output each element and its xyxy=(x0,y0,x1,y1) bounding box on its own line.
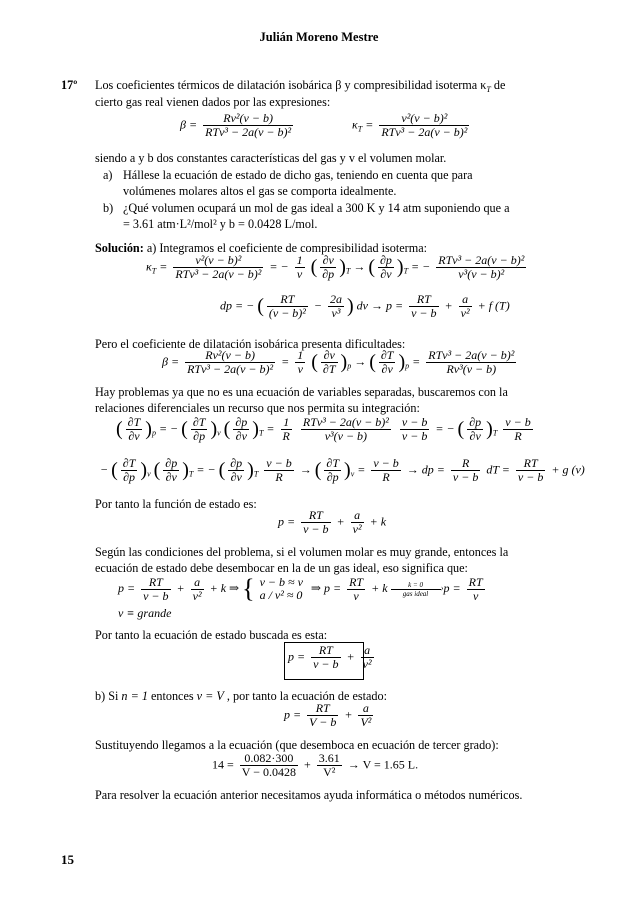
eq5-b-num: ∂p xyxy=(165,456,178,470)
eq6-lhs: p = xyxy=(278,514,296,529)
eq4-a xyxy=(126,416,143,443)
kappa-eq: = xyxy=(362,117,374,132)
eq2-frac1 xyxy=(267,293,308,320)
eq4-g-sub: T xyxy=(492,428,498,438)
beta-definition xyxy=(180,112,296,139)
eq9-lhs: p = xyxy=(284,707,302,722)
beta-fraction xyxy=(203,112,293,139)
eq5-a-num: ∂T xyxy=(122,456,136,470)
eq5-eq: = xyxy=(357,462,366,477)
equation-4: ( $\frac{\partial T}{\partial v}$ )$_p$ = − ( $\frac{\partial T}{\partial p}$ )$_v$ ( $\frac{\partial p}{\partial v}$ )$_T$ = $\frac{1}{R}$ $\frac{\text{RTv³ − 2a(v − b)²}}{\text{v³(v − b)}}$ $\frac{v - b}{v - b}$ = − ( $\frac{\partial p}{\partial v}$ )$_T$ $\frac{v - b}{R}$ xyxy=(116,415,531,443)
eq5-f-den: R xyxy=(382,470,390,484)
text-sustituyendo: Sustituyendo llegamos a la ecuación (que desemboca en ecuación de tercer grado): xyxy=(95,738,499,752)
eq3-f4-den: ∂v xyxy=(381,362,393,376)
eq2-f2-num: 2a xyxy=(330,292,342,306)
eq1-f5-den: v³(v − b)² xyxy=(458,267,505,281)
eq4-g xyxy=(467,416,483,443)
eq6-f1 xyxy=(301,509,330,536)
text-b-mid: entonces xyxy=(147,689,197,703)
eq3-f1-den: RTv³ − 2a(v − b)² xyxy=(187,362,274,376)
eq5-eqm: = − xyxy=(196,462,216,477)
kappa-fraction xyxy=(379,112,469,139)
eq2-f4-num: a xyxy=(459,293,472,307)
eq1-frac4 xyxy=(378,254,394,281)
eq7-cond-top: k = 0 xyxy=(408,580,423,589)
eq6-f2-num: a xyxy=(351,509,364,523)
eq4-d-num: 1 xyxy=(281,416,292,430)
part-a-line1: Hállese la ecuación de estado de dicho gas, teniendo en cuenta que para xyxy=(123,168,473,182)
part-b-label: b) xyxy=(103,201,114,215)
eq4-e-num: RTv³ − 2a(v − b)² xyxy=(302,415,389,429)
eq4-c-sub: T xyxy=(258,428,264,438)
beta-lhs: β = xyxy=(180,117,198,132)
eq4-b-den: ∂p xyxy=(193,429,206,443)
eq5-arrow: → xyxy=(299,462,312,477)
text-b-pre: b) Si xyxy=(95,689,122,703)
eq7-cases xyxy=(258,576,305,602)
eq5-d xyxy=(264,457,293,484)
text-b-post: , por tanto la ecuación de estado: xyxy=(223,689,387,703)
eq6-f2 xyxy=(351,509,364,536)
eq7-f2 xyxy=(191,576,204,603)
text-segun-line2: ecuación de estado debe desembocar en la de un gas ideal, eso significa que: xyxy=(95,561,468,575)
eq8-f2-den: v² xyxy=(362,657,372,671)
eq8-f1-num: RT xyxy=(311,644,340,658)
eq1-f4-num: ∂p xyxy=(379,253,392,267)
eq3-frac2 xyxy=(295,349,305,376)
eq10-f1-num: 0.082·300 xyxy=(240,752,298,766)
eq1-f2-den: v xyxy=(296,267,303,281)
eq3-eq2: = xyxy=(412,354,421,369)
eq8-lhs: p = xyxy=(288,649,306,664)
solution-intro: a) Integramos el coeficiente de compresibilidad isoterma: xyxy=(143,241,428,255)
eq5-f xyxy=(371,457,400,484)
eq9-f2-den: V² xyxy=(360,715,372,729)
kappa-subscript: T xyxy=(486,85,491,94)
eq7-f1-den: v − b xyxy=(143,588,169,603)
eq5-b-sub: T xyxy=(188,469,194,479)
eq6-f1-num: RT xyxy=(301,509,330,523)
eq10-f2 xyxy=(317,752,342,779)
eq7-condition-arrow xyxy=(391,580,444,598)
eq4-g-num: ∂p xyxy=(469,415,482,429)
eq3-f1-num: Rv²(v − b) xyxy=(185,349,275,363)
eq5-tail: + g (v) xyxy=(551,462,585,477)
eq2-plus: + xyxy=(444,298,453,313)
eq3-f3-den: ∂T xyxy=(322,362,336,376)
text-part-b xyxy=(95,689,387,703)
equation-5: − ( $\frac{\partial T}{\partial p}$ )$_v$ ( $\frac{\partial p}{\partial v}$ )$_T$ = − ( $\frac{\partial p}{\partial v}$ )$_T$ $\frac{v - b}{R}$ → ( $\frac{\partial T}{\partial p}$ )$_v$ = $\frac{v - b}{R}$ → dp = $\frac{R}{v - b}$ dT = $\frac{RT}{v - b}$ + g (v) xyxy=(100,456,585,484)
text-segun-line1: Según las condiciones del problema, si el volumen molar es muy grande, entonces la xyxy=(95,545,509,559)
eq4-c-den: ∂v xyxy=(235,429,247,443)
eq4-eq: = xyxy=(266,421,275,436)
eq3-frac1 xyxy=(185,349,275,376)
kappa-numerator: v²(v − b)² xyxy=(379,112,469,126)
eq3-f5-num: RTv³ − 2a(v − b)² xyxy=(428,348,515,362)
eq1-arrow: → xyxy=(353,259,366,274)
eq7-f2-den: v² xyxy=(192,588,202,603)
eq1-frac3 xyxy=(320,254,336,281)
eq10-f1 xyxy=(240,752,298,779)
eq3-eq: = xyxy=(281,354,290,369)
eq8-plus: + xyxy=(346,649,355,664)
eq1-sub-t2: T xyxy=(403,266,409,276)
eq6-f2-den: v² xyxy=(352,522,362,536)
kappa-lhs-sub: T xyxy=(357,124,363,134)
eq5-g xyxy=(451,457,480,484)
kappa-denominator: RTv³ − 2a(v − b)² xyxy=(381,125,468,139)
eq9-f1 xyxy=(307,702,338,729)
equation-10 xyxy=(212,752,418,779)
eq4-d xyxy=(281,416,292,443)
eq7-f3-den: v xyxy=(353,588,359,603)
eq7-case1: v − b ≈ v xyxy=(259,575,303,589)
eq5-a xyxy=(121,457,138,484)
eq7-f1-num: RT xyxy=(141,576,170,590)
text-buscada: Por tanto la ecuación de estado buscada es esta: xyxy=(95,628,328,642)
part-a-label: a) xyxy=(103,168,113,182)
eq4-e-den: v³(v − b) xyxy=(324,429,368,443)
eq7-cond-bot: gas ideal xyxy=(402,589,429,598)
eq7-plusk: + k xyxy=(371,580,388,595)
beta-denominator: RTv³ − 2a(v − b)² xyxy=(205,125,292,139)
eq3-f5-den: Rv³(v − b) xyxy=(446,362,497,376)
eq2-f1-den: (v − b)² xyxy=(268,306,306,320)
eq1-f5-num: RTv³ − 2a(v − b)² xyxy=(438,253,525,267)
eq4-a-sub: p xyxy=(151,428,156,438)
eq4-d-den: R xyxy=(282,429,290,443)
eq5-d-den: R xyxy=(275,470,283,484)
eq2-f1-num: RT xyxy=(267,293,308,307)
eq4-h-num: v − b xyxy=(505,415,531,429)
eq5-g-num: R xyxy=(451,457,480,471)
eq1-lhs-sub: T xyxy=(151,266,157,276)
text-problemas-line1: Hay problemas ya que no es una ecuación de variables separadas, buscaremos con la xyxy=(95,385,508,399)
eq9-f1-den: V − b xyxy=(309,715,337,729)
eq5-lead: − xyxy=(100,462,109,477)
eq5-d-num: v − b xyxy=(266,456,292,470)
kappa-lhs: κ xyxy=(352,117,358,132)
eq2-tail: + f (T) xyxy=(477,298,510,313)
part-b-line2: = 3.61 atm·L²/mol² y b = 0.0428 L/mol. xyxy=(123,217,318,231)
eq10-f2-den: V² xyxy=(323,765,336,779)
eq3-f4-num: ∂T xyxy=(380,348,394,362)
eq7-f3-num: RT xyxy=(349,574,364,589)
eq1-eq-minus: = − xyxy=(411,259,431,274)
eq5-a-sub: v xyxy=(147,469,151,479)
eq10-tail: → V = 1.65 L. xyxy=(347,757,419,772)
eq1-frac5 xyxy=(436,254,526,281)
eq2-f4-den: v² xyxy=(460,306,470,320)
eq1-f3-den: ∂p xyxy=(322,267,335,281)
eq5-h-num: RT xyxy=(516,457,545,471)
eq5-a-den: ∂p xyxy=(123,470,136,484)
eq10-lhs: 14 = xyxy=(212,757,234,772)
eq1-frac2 xyxy=(295,254,305,281)
eq2-frac2 xyxy=(328,293,344,320)
equation-9 xyxy=(284,702,376,729)
eq3-f3-num: ∂v xyxy=(321,349,338,363)
eq1-f3-num: ∂v xyxy=(320,254,336,268)
eq5-f-num: v − b xyxy=(373,456,399,470)
eq6-plus: + xyxy=(336,514,345,529)
problem-number: 17º xyxy=(61,78,78,92)
equation-6 xyxy=(278,509,386,536)
eq4-a-den: ∂v xyxy=(128,429,140,443)
eq9-f2-num: a xyxy=(358,702,373,716)
eq1-f2-num: 1 xyxy=(296,253,303,267)
eq4-b-sub: v xyxy=(217,428,221,438)
eq7-f4-num: RT xyxy=(468,574,483,589)
eq5-e xyxy=(324,457,341,484)
eq1-f1-num: v²(v − b)² xyxy=(173,254,263,268)
eq7-arrow: ⇒ xyxy=(229,580,240,595)
eq2-lhs: dp = − xyxy=(220,298,255,313)
eq9-plus: + xyxy=(344,707,353,722)
eq5-mid: → dp = xyxy=(406,462,445,477)
page-number: 15 xyxy=(61,852,74,867)
eq5-e-den: ∂p xyxy=(326,470,339,484)
eq3-frac5 xyxy=(426,349,516,376)
eq8-f2 xyxy=(361,644,374,671)
text-resolver: Para resolver la ecuación anterior necesitamos ayuda informática o métodos numéricos. xyxy=(95,788,523,802)
eq7-res: p = xyxy=(443,580,461,595)
eq4-b xyxy=(191,416,208,443)
eq7-f4-den: v xyxy=(472,588,479,603)
eq3-f2-num: 1 xyxy=(297,348,304,362)
eq1-mid: = − xyxy=(269,259,289,274)
eq3-f2-den: v xyxy=(297,362,303,376)
equation-3: β = $\frac{\text{Rv²(v − b)}}{\text{RTv³ − 2a(v − b)²}}$ = $\frac{1}{v}$ ( $\frac{\partial v}{\partial T}$ )$_p$ → ( $\frac{\partial T}{\partial v}$ )$_p$ = $\frac{\text{RTv³ − 2a(v − b)²}}{\text{Rv³(v − b)}}$ xyxy=(162,348,515,376)
eq3-frac3 xyxy=(321,349,338,376)
equation-7: p = $\frac{RT}{v - b}$ + $\frac{a}{\text{v²}}$ + k ⇒ { v − b ≈ v a / v² ≈ 0 ⇒ p = $\frac{RT}{v}$ + k k = 0 › gas ideal p = $\frac{RT}{v}$ xyxy=(118,574,483,603)
eq1-frac1 xyxy=(173,254,263,281)
eq4-a-num: ∂T xyxy=(127,415,141,429)
eq5-c-sub: T xyxy=(253,469,259,479)
eq5-h-den: v − b xyxy=(517,470,544,484)
page-header-author: Julián Moreno Mestre xyxy=(259,30,379,44)
eq7-lhs: p = xyxy=(118,580,136,595)
eq4-h xyxy=(503,416,532,443)
eq5-b-den: ∂v xyxy=(165,470,177,484)
eq2-dv: dv → p = xyxy=(356,298,404,313)
eq6-f1-den: v − b xyxy=(303,522,329,536)
eq1-sub-t1: T xyxy=(345,266,351,276)
eq10-f1-den: V − 0.0428 xyxy=(241,765,296,779)
eq4-b-num: ∂T xyxy=(192,415,206,429)
eq5-h xyxy=(516,457,545,484)
eq7-f1 xyxy=(141,576,170,603)
eq3-arrow: → xyxy=(354,354,367,369)
text-portanto: Por tanto la función de estado es: xyxy=(95,497,257,511)
eq3-sub-p1: p xyxy=(347,361,352,371)
kappa-definition xyxy=(352,112,472,139)
eq8-f1 xyxy=(311,644,340,671)
eq4-g-den: ∂v xyxy=(469,429,481,443)
eq2-frac3 xyxy=(409,293,438,320)
eq8-f1-den: v − b xyxy=(313,657,339,671)
part-b-line1: ¿Qué volumen ocupará un mol de gas ideal a 300 K y 14 atm suponiendo que a xyxy=(123,201,510,215)
eq4-f-den: v − b xyxy=(401,429,428,443)
eq7-tail: + k xyxy=(209,580,227,595)
eq7-plus: + xyxy=(176,580,185,595)
eq9-f1-num: RT xyxy=(307,702,338,716)
equation-2: dp = − ( $\frac{RT}{\text{(v − b)²}}$ − $\frac{2a}{\text{v³}}$ ) dv → p = $\frac{RT}{v - b}$ + $\frac{a}{\text{v²}}$ + f (T) xyxy=(220,292,510,320)
eq7-f4 xyxy=(467,576,485,603)
eq5-dt: dT = xyxy=(486,462,510,477)
part-a-line2: volúmenes molares altos el gas se comporta idealmente. xyxy=(123,184,397,198)
eq7-implies: ⇒ p = xyxy=(310,580,342,595)
text-b-n: n = 1 xyxy=(121,689,148,703)
eq6-tail: + k xyxy=(369,514,387,529)
equation-8 xyxy=(288,644,377,671)
eq8-f2-num: a xyxy=(361,644,374,658)
eq4-h-den: R xyxy=(514,429,522,443)
eq7-cond-line: › xyxy=(391,589,441,590)
text-b-v: v = V xyxy=(196,689,224,703)
eq4-eqm2: = − xyxy=(435,421,455,436)
eq7-f3 xyxy=(347,576,365,603)
eq1-lhs: κ xyxy=(146,259,152,274)
problem-siendo: siendo a y b dos constantes características del gas y v el volumen molar. xyxy=(95,151,447,165)
eq3-lhs: β = xyxy=(162,354,180,369)
eq5-c xyxy=(228,457,244,484)
eq2-minus: − xyxy=(313,298,322,313)
eq10-f2-num: 3.61 xyxy=(318,751,340,765)
eq2-f3-den: v − b xyxy=(411,306,437,320)
eq5-c-den: ∂v xyxy=(230,470,242,484)
eq4-c xyxy=(233,416,249,443)
eq4-c-num: ∂p xyxy=(235,415,248,429)
eq4-f-num: v − b xyxy=(401,415,428,429)
eq2-f2-den: v³ xyxy=(331,306,341,320)
eq2-f3-num: RT xyxy=(409,293,438,307)
solution-heading xyxy=(95,241,427,255)
solution-label: Solución: xyxy=(95,241,144,255)
eq4-f xyxy=(400,416,429,443)
eq5-b xyxy=(163,457,179,484)
eq3-frac4 xyxy=(379,349,396,376)
eq7-f2-num: a xyxy=(191,576,204,590)
eq4-e xyxy=(301,416,391,443)
eq5-g-den: v − b xyxy=(452,470,479,484)
problem-intro-text: Los coeficientes térmicos de dilatación isobárica β y compresibilidad isoterma κ xyxy=(95,78,487,92)
eq7-case2: a / v² ≈ 0 xyxy=(259,588,303,602)
eq5-e-sub: v xyxy=(350,469,355,479)
text-pero: Pero el coeficiente de dilatación isobárica presenta dificultades: xyxy=(95,337,406,351)
text-problemas-line2: relaciones diferenciales un recurso que nos permita su integración: xyxy=(95,401,420,415)
eq7-grande: v ≡ grande xyxy=(118,606,172,620)
beta-numerator: Rv²(v − b) xyxy=(203,112,293,126)
eq9-f2 xyxy=(358,702,373,729)
eq10-plus: + xyxy=(304,757,311,772)
eq2-frac4 xyxy=(459,293,472,320)
eq4-eqm: = − xyxy=(158,421,179,436)
eq5-c-num: ∂p xyxy=(230,456,243,470)
eq1-f4-den: ∂v xyxy=(380,267,392,281)
eq5-e-num: ∂T xyxy=(326,456,340,470)
eq1-f1-den: RTv³ − 2a(v − b)² xyxy=(175,267,262,281)
problem-intro-line2: cierto gas real vienen dados por las expresiones: xyxy=(95,95,331,109)
equation-1: $\kappa_T$ = $\frac{\text{v²(v − b)²}}{\text{RTv³ − 2a(v − b)²}}$ = − $\frac{1}{v}$ ( $\frac{\partial v}{\partial p}$ )$_T$ → ( $\frac{\partial p}{\partial v}$ )$_T$ = − $\frac{\text{RTv³ − 2a(v − b)²}}{\text{v³(v − b)²}}$ xyxy=(146,253,525,281)
eq3-sub-p2: p xyxy=(405,361,410,371)
problem-intro-end: de xyxy=(490,78,506,92)
